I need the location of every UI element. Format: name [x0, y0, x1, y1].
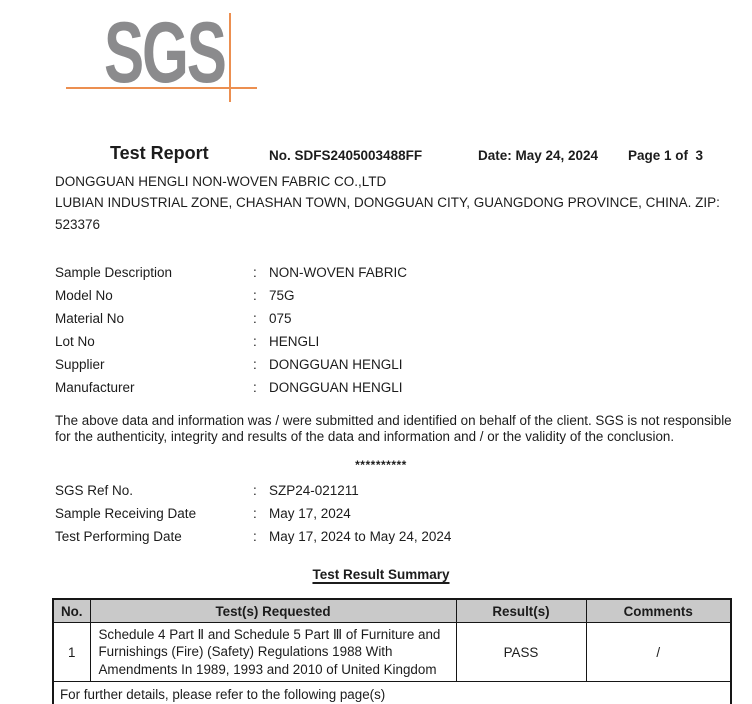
field-label: Test Performing Date: [55, 529, 182, 544]
field-colon: :: [253, 357, 257, 372]
sample-info-block: [55, 265, 655, 403]
field-manufacturer: [55, 380, 655, 403]
test-result-summary-heading: Test Result Summary: [312, 567, 450, 582]
field-value: DONGGUAN HENGLI: [269, 380, 403, 395]
table-header-row: [53, 599, 731, 623]
client-name: DONGGUAN HENGLI NON-WOVEN FABRIC CO.,LTD: [55, 174, 387, 189]
client-address-line-1: LUBIAN INDUSTRIAL ZONE, CHASHAN TOWN, DONGGUAN CITY, GUANGDONG PROVINCE, CHINA. ZIP:: [55, 195, 720, 211]
column-header-comments: Comments: [586, 599, 731, 623]
column-header-results: Result(s): [456, 599, 586, 623]
logo-crosshair-vertical-line: [229, 13, 231, 102]
field-colon: :: [253, 334, 257, 349]
report-date: Date: May 24, 2024: [478, 148, 599, 163]
field-sample-receiving-date: [55, 506, 655, 529]
field-colon: :: [253, 380, 257, 395]
ref-info-block: [55, 483, 655, 552]
table-footer-note: For further details, please refer to the following page(s): [53, 682, 731, 704]
field-lot-no: [55, 334, 655, 357]
field-value: NON-WOVEN FABRIC: [269, 265, 408, 280]
field-sample-description: [55, 265, 655, 288]
field-value: DONGGUAN HENGLI: [269, 357, 403, 372]
field-colon: :: [253, 265, 257, 280]
field-value: 075: [269, 311, 292, 326]
field-value: HENGLI: [269, 334, 320, 349]
result-cell: PASS: [456, 623, 586, 682]
field-value: 75G: [269, 288, 295, 303]
stars-separator: **********: [355, 458, 407, 472]
column-header-tests-requested: Test(s) Requested: [90, 599, 456, 623]
field-supplier: [55, 357, 655, 380]
field-label: Model No: [55, 288, 113, 303]
disclaimer-text: The above data and information was / were submitted and identified on behalf of the client. SGS is not responsible for the authenticity, integrity and results of the data and information and / or the validity of the conclusion.: [55, 413, 732, 444]
table-footer-row: [53, 682, 731, 704]
field-label: Sample Description: [55, 265, 173, 280]
field-model-no: [55, 288, 655, 311]
client-address-line-2: 523376: [55, 216, 101, 232]
field-label: Sample Receiving Date: [55, 506, 197, 521]
field-colon: :: [253, 288, 257, 303]
field-material-no: [55, 311, 655, 334]
sgs-logo: SGS: [104, 5, 225, 101]
field-colon: :: [253, 311, 257, 326]
field-value: May 17, 2024 to May 24, 2024: [269, 529, 452, 544]
field-label: Material No: [55, 311, 125, 326]
column-header-no: No.: [53, 599, 90, 623]
field-colon: :: [253, 506, 257, 521]
client-block: [55, 171, 739, 235]
row-number-cell: 1: [53, 623, 90, 682]
field-value: May 17, 2024: [269, 506, 351, 521]
field-label: Manufacturer: [55, 380, 135, 395]
field-colon: :: [253, 529, 257, 544]
field-test-performing-date: [55, 529, 655, 552]
report-number: No. SDFS2405003488FF: [269, 148, 423, 163]
page-indicator: Page 1 of 3: [628, 148, 704, 163]
field-label: Lot No: [55, 334, 95, 349]
field-value: SZP24-021211: [269, 483, 359, 498]
report-title: Test Report: [110, 143, 209, 163]
field-sgs-ref-no: [55, 483, 655, 506]
field-label: Supplier: [55, 357, 105, 372]
table-row: [53, 623, 731, 682]
test-result-summary-table: [52, 598, 732, 704]
field-label: SGS Ref No.: [55, 483, 134, 498]
field-colon: :: [253, 483, 257, 498]
test-requested-cell: Schedule 4 Part Ⅱ and Schedule 5 Part Ⅲ of Furniture and Furnishings (Fire) (Safety) Regulations 1988 With Amendments In 1989, 1993 and 2010 of United Kingdom: [90, 623, 456, 682]
comments-cell: /: [586, 623, 731, 682]
